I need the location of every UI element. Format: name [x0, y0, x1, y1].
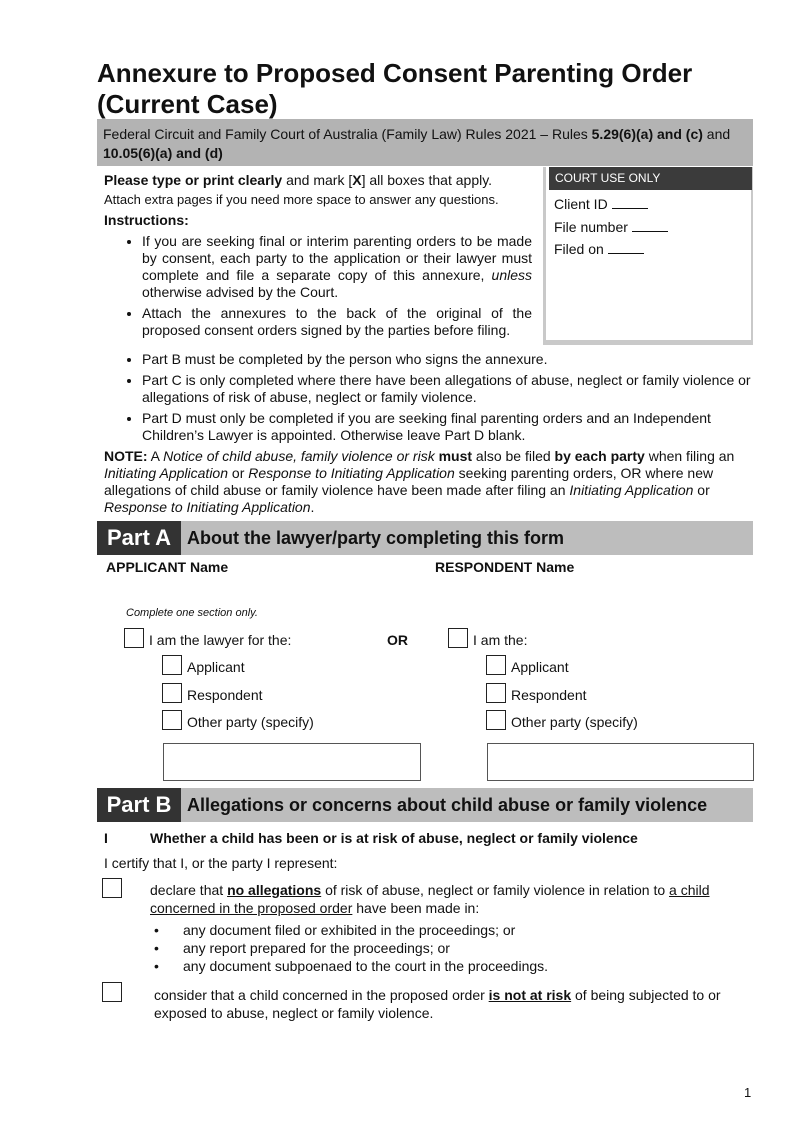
part-b-title: Allegations or concerns about child abuse or family violence: [187, 795, 708, 815]
note-em1: Notice of child abuse, family violence or risk: [163, 448, 435, 464]
lawyer-other-party-input[interactable]: [163, 743, 421, 781]
note-t8: .: [310, 499, 315, 515]
note-must: must: [438, 448, 473, 464]
rules-and: and: [706, 126, 731, 142]
filed-on-blank: [608, 242, 644, 254]
mark-x: X: [352, 172, 362, 188]
instructions-heading: Instructions:: [104, 212, 189, 228]
opt1-b: of risk of abuse, neglect or family violence in relation to: [321, 882, 670, 898]
opt1-no-allegations: no allegations: [227, 882, 322, 898]
applicant-name-label: APPLICANT Name: [106, 559, 229, 575]
filed-on-line: [554, 241, 644, 257]
opt1-child-concerned: a child concerned in the proposed order: [150, 882, 710, 916]
no-allegations-text: [150, 881, 750, 917]
note-em3: Response to Initiating Application: [248, 465, 455, 481]
section-number: I: [104, 830, 108, 846]
opt1-a: declare that: [150, 882, 228, 898]
rules-reference: [97, 119, 753, 166]
instruction-item: • Part B must be completed by the person who signs the annexure.: [142, 351, 754, 368]
note-t3: also be filed: [472, 448, 555, 464]
bullet1-unless: unless: [491, 267, 532, 283]
respondent-name-label: RESPONDENT Name: [435, 559, 575, 575]
note-em5: Response to Initiating Application: [104, 499, 311, 515]
party-other-party-checkbox[interactable]: [486, 710, 506, 730]
note-t4: when filing an: [644, 448, 735, 464]
or-label: OR: [387, 632, 408, 648]
opt1-c: have been made in:: [352, 900, 480, 916]
not-at-risk-text: [154, 986, 750, 1022]
opt2-a: consider that a child concerned in the proposed order: [154, 987, 489, 1003]
print-instruction: [104, 172, 532, 189]
list-item: • any report prepared for the proceedings; or: [150, 939, 750, 957]
note-t5: or: [228, 465, 249, 481]
client-id-line: [554, 196, 648, 212]
rule-1: 5.29(6)(a) and (c): [591, 126, 703, 142]
instruction-item: • Part C is only completed where there have been allegations of abuse, neglect or family violence or allegations of risk of abuse, neglect or family violence.: [142, 372, 754, 406]
note-paragraph: [104, 448, 754, 516]
instructions-list: [104, 233, 532, 343]
list-item: • any document subpoenaed to the court in the proceedings.: [150, 957, 750, 975]
instructions-list-continued: [104, 351, 754, 448]
court-use-heading: COURT USE ONLY: [549, 167, 752, 190]
client-id-label: Client ID: [554, 196, 608, 212]
intro-block: [104, 172, 532, 229]
complete-one-note: Complete one section only.: [126, 607, 258, 619]
certify-text: I certify that I, or the party I represent:: [104, 855, 338, 871]
note-each: by each party: [554, 448, 645, 464]
mark-end: ] all boxes that apply.: [361, 172, 493, 188]
lawyer-applicant-label: Applicant: [187, 659, 245, 675]
section-title: Whether a child has been or is at risk of abuse, neglect or family violence: [150, 830, 638, 846]
instruction-item: • Part D must only be completed if you are seeking final parenting orders and an Independent Children’s Lawyer is appointed. Otherwise leave Part D blank.: [142, 410, 754, 444]
party-respondent-checkbox[interactable]: [486, 683, 506, 703]
opt2-b: of being subjected to or exposed to abuse, neglect or family violence.: [154, 987, 721, 1021]
part-a-title: About the lawyer/party completing this form: [187, 528, 565, 548]
note-t1: A: [147, 448, 164, 464]
attach-pages-note: Attach extra pages if you need more space to answer any questions.: [104, 192, 499, 207]
page-number: 1: [744, 1085, 752, 1100]
note-em2: Initiating Application: [104, 465, 229, 481]
party-applicant-checkbox[interactable]: [486, 655, 506, 675]
party-applicant-label: Applicant: [511, 659, 569, 675]
part-b-label: Part B: [97, 788, 181, 822]
bullet1-b: otherwise advised by the Court.: [142, 284, 339, 300]
instruction-item: • Attach the annexures to the back of the original of the proposed consent orders signed by the parties before filing.: [142, 305, 532, 339]
lawyer-for-checkbox[interactable]: [124, 628, 144, 648]
not-at-risk-checkbox[interactable]: [102, 982, 122, 1002]
filed-on-label: Filed on: [554, 241, 604, 257]
part-b-header: [97, 788, 753, 822]
party-other-party-input[interactable]: [487, 743, 754, 781]
rule-2: 10.05(6)(a) and (d): [103, 145, 223, 161]
no-allegations-checkbox[interactable]: [102, 878, 122, 898]
part-a-label: Part A: [97, 521, 181, 555]
page-title: Annexure to Proposed Consent Parenting Order (Current Case): [97, 58, 693, 119]
print-clearly: Please type or print clearly: [104, 172, 283, 188]
documents-list: [150, 921, 750, 975]
lawyer-for-label: I am the lawyer for the:: [149, 632, 292, 648]
bullet1-a: If you are seeking final or interim parenting orders to be made by consent, each party to the application or their lawyer must complete and file a separate copy of this annexure,: [142, 233, 532, 283]
note-t7: or: [693, 482, 710, 498]
i-am-label: I am the:: [473, 632, 528, 648]
i-am-checkbox[interactable]: [448, 628, 468, 648]
rules-separator: – Rules: [536, 126, 592, 142]
note-em4: Initiating Application: [569, 482, 694, 498]
file-number-line: [554, 219, 668, 235]
rules-text: Federal Circuit and Family Court of Australia (Family Law) Rules 2021: [103, 126, 537, 142]
list-item: • any document filed or exhibited in the proceedings; or: [150, 921, 750, 939]
mark-text: and mark [: [282, 172, 353, 188]
part-a-header: [97, 521, 753, 555]
lawyer-other-party-label: Other party (specify): [187, 714, 314, 730]
party-respondent-label: Respondent: [511, 687, 587, 703]
file-number-label: File number: [554, 219, 628, 235]
lawyer-other-party-checkbox[interactable]: [162, 710, 182, 730]
court-use-box: [543, 167, 753, 345]
client-id-blank: [612, 197, 648, 209]
lawyer-respondent-label: Respondent: [187, 687, 263, 703]
note-label: NOTE:: [104, 448, 148, 464]
opt2-not-at-risk: is not at risk: [488, 987, 572, 1003]
lawyer-applicant-checkbox[interactable]: [162, 655, 182, 675]
note-t6: seeking parenting orders, OR where new allegations of child abuse or family violence have been made after filing an: [104, 465, 714, 498]
lawyer-respondent-checkbox[interactable]: [162, 683, 182, 703]
file-number-blank: [632, 220, 668, 232]
instruction-item: [142, 233, 532, 301]
party-other-party-label: Other party (specify): [511, 714, 638, 730]
